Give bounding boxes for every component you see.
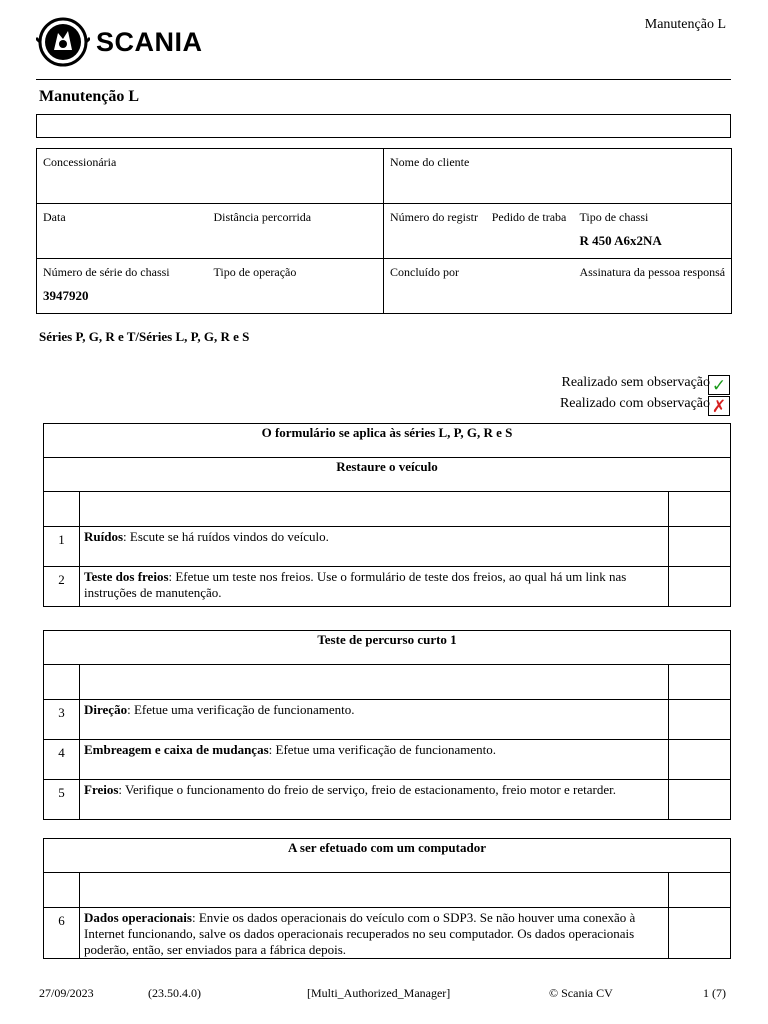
operation-type-label: Tipo de operação xyxy=(213,265,297,279)
footer-copyright: © Scania CV xyxy=(549,986,613,1000)
document-header-title: Manutenção L xyxy=(644,17,726,32)
item-text: : Efetue uma verificação de funcionamento. xyxy=(127,702,355,717)
work-order-label: Pedido de traba xyxy=(491,210,567,224)
item-check-box[interactable] xyxy=(668,700,730,740)
footer-date: 27/09/2023 xyxy=(39,986,94,1000)
scania-logo xyxy=(36,16,236,68)
legend-obs xyxy=(560,396,710,412)
legend-ok xyxy=(562,375,711,391)
item-title: Teste dos freios xyxy=(84,569,169,584)
section-title: A ser efetuado com um computador xyxy=(44,839,731,873)
table-row xyxy=(44,780,731,820)
footer-page: 1 (7) xyxy=(703,986,726,1000)
date-distance-cell xyxy=(37,204,384,259)
section-table-1 xyxy=(43,423,731,607)
header-divider xyxy=(36,79,731,80)
item-check-box[interactable] xyxy=(668,740,730,780)
item-text: : Envie os dados operacionais do veículo com o SDP3. Se não houver uma conexão à Internet funcionando, salve os dados operacionais recuperados no seu computador. Os dados operacionais poderão, então, ser enviados para a fábrica depois. xyxy=(84,910,636,957)
serial-operation-cell xyxy=(37,259,384,314)
chassis-serial-field[interactable] xyxy=(37,259,208,313)
item-title: Ruídos xyxy=(84,529,124,544)
item-description xyxy=(80,700,669,740)
blank-field[interactable] xyxy=(36,114,731,138)
item-number: 5 xyxy=(44,780,80,820)
signature-label: Assinatura da pessoa responsá xyxy=(579,265,726,279)
completed-signature-cell xyxy=(384,259,732,314)
item-text: : Efetue um teste nos freios. Use o formulário de teste dos freios, ao qual há um link nas instruções de manutenção. xyxy=(84,569,627,600)
registration-field[interactable] xyxy=(384,204,486,258)
table-header-row xyxy=(44,665,731,700)
table-row xyxy=(44,567,731,607)
item-title: Direção xyxy=(84,702,128,717)
dealer-field[interactable] xyxy=(37,149,384,204)
item-description xyxy=(80,527,669,567)
footer-version: (23.50.4.0) xyxy=(148,986,201,1000)
registration-order-chassis-cell xyxy=(384,204,732,259)
date-field[interactable] xyxy=(37,204,208,258)
section-subtitle: Restaure o veículo xyxy=(44,458,731,492)
table-row xyxy=(44,527,731,567)
scania-griffin-logo-icon xyxy=(36,17,90,67)
item-text: : Escute se há ruídos vindos do veículo. xyxy=(123,529,329,544)
distance-label: Distância percorrida xyxy=(213,210,312,224)
table-header-row xyxy=(44,873,731,908)
brand-name: SCANIA xyxy=(96,26,203,57)
registration-label: Número do registr xyxy=(390,210,478,224)
table-row xyxy=(44,740,731,780)
page-title: Manutenção L xyxy=(39,88,139,105)
distance-field[interactable] xyxy=(208,204,384,258)
chassis-type-label: Tipo de chassi xyxy=(579,210,649,224)
table-header-row xyxy=(44,492,731,527)
series-heading: Séries P, G, R e T/Séries L, P, G, R e S xyxy=(39,329,250,344)
completed-by-field[interactable] xyxy=(384,259,573,313)
item-title: Embreagem e caixa de mudanças xyxy=(84,742,269,757)
chassis-type-field[interactable] xyxy=(573,204,731,258)
item-description xyxy=(80,780,669,820)
table-row xyxy=(44,908,731,959)
work-order-field[interactable] xyxy=(486,204,574,258)
footer-user: [Multi_Authorized_Manager] xyxy=(307,986,451,1000)
dealer-label: Concessionária xyxy=(43,155,117,169)
chassis-serial-label: Número de série do chassi xyxy=(43,265,170,279)
item-check-box[interactable] xyxy=(668,908,730,959)
legend-ok-label: Realizado sem observação xyxy=(561,375,710,390)
item-title: Freios xyxy=(84,782,119,797)
item-text: : Verifique o funcionamento do freio de serviço, freio de estacionamento, freio motor e retarder. xyxy=(118,782,616,797)
item-title: Dados operacionais xyxy=(84,910,192,925)
check-mark-icon: ✓ xyxy=(708,375,730,395)
customer-label: Nome do cliente xyxy=(390,155,470,169)
customer-field[interactable] xyxy=(384,149,732,204)
section-table-2 xyxy=(43,630,731,820)
item-description xyxy=(80,567,669,607)
table-row xyxy=(44,700,731,740)
cross-mark-icon: ✗ xyxy=(708,396,730,416)
completed-by-label: Concluído por xyxy=(390,265,459,279)
item-number: 3 xyxy=(44,700,80,740)
item-check-box[interactable] xyxy=(668,527,730,567)
section-title: O formulário se aplica às séries L, P, G, R e S xyxy=(44,424,731,458)
item-description xyxy=(80,908,669,959)
item-number: 6 xyxy=(44,908,80,959)
section-table-3 xyxy=(43,838,731,959)
vehicle-info-table xyxy=(36,148,732,314)
chassis-type-value: R 450 A6x2NA xyxy=(579,233,662,248)
item-number: 2 xyxy=(44,567,80,607)
operation-type-field[interactable] xyxy=(208,259,384,313)
date-label: Data xyxy=(43,210,66,224)
item-text: : Efetue uma verificação de funcionamento. xyxy=(268,742,497,757)
chassis-serial-value: 3947920 xyxy=(43,288,89,303)
item-description xyxy=(80,740,669,780)
signature-field[interactable] xyxy=(573,259,731,313)
item-check-box[interactable] xyxy=(668,567,730,607)
section-title: Teste de percurso curto 1 xyxy=(44,631,731,665)
item-check-box[interactable] xyxy=(668,780,730,820)
item-number: 4 xyxy=(44,740,80,780)
item-number: 1 xyxy=(44,527,80,567)
legend-obs-label: Realizado com observação xyxy=(559,396,710,411)
